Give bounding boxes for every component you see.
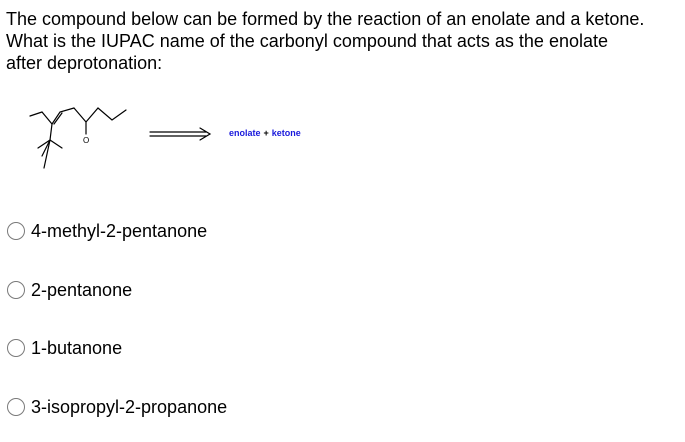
- enolate-label: enolate: [229, 128, 261, 138]
- answer-option-3[interactable]: [7, 337, 122, 359]
- option-label: 1-butanone: [31, 338, 123, 358]
- plus-sign: +: [263, 128, 269, 138]
- answer-option-1[interactable]: [7, 220, 207, 242]
- option-label: 3-isopropyl-2-propanone: [31, 397, 228, 417]
- reaction-products: [229, 128, 301, 138]
- question-line-2: What is the IUPAC name of the carbonyl compound that acts as the enolate: [6, 31, 608, 51]
- option-label: 2-pentanone: [31, 280, 133, 300]
- ketone-label: ketone: [271, 128, 301, 138]
- question-text: [6, 8, 682, 74]
- oxygen-atom-label: O: [83, 136, 90, 145]
- radio-button[interactable]: [7, 281, 25, 299]
- radio-button[interactable]: [7, 222, 25, 240]
- radio-button[interactable]: [7, 339, 25, 357]
- reaction-scheme: [28, 100, 328, 180]
- molecule-structure: [28, 100, 328, 180]
- radio-button[interactable]: [7, 398, 25, 416]
- question-line-1: The compound below can be formed by the reaction of an enolate and a ketone.: [6, 9, 645, 29]
- answer-option-2[interactable]: [7, 279, 132, 301]
- option-label: 4-methyl-2-pentanone: [31, 221, 208, 241]
- answer-option-4[interactable]: [7, 396, 227, 418]
- question-line-3: after deprotonation:: [6, 53, 163, 73]
